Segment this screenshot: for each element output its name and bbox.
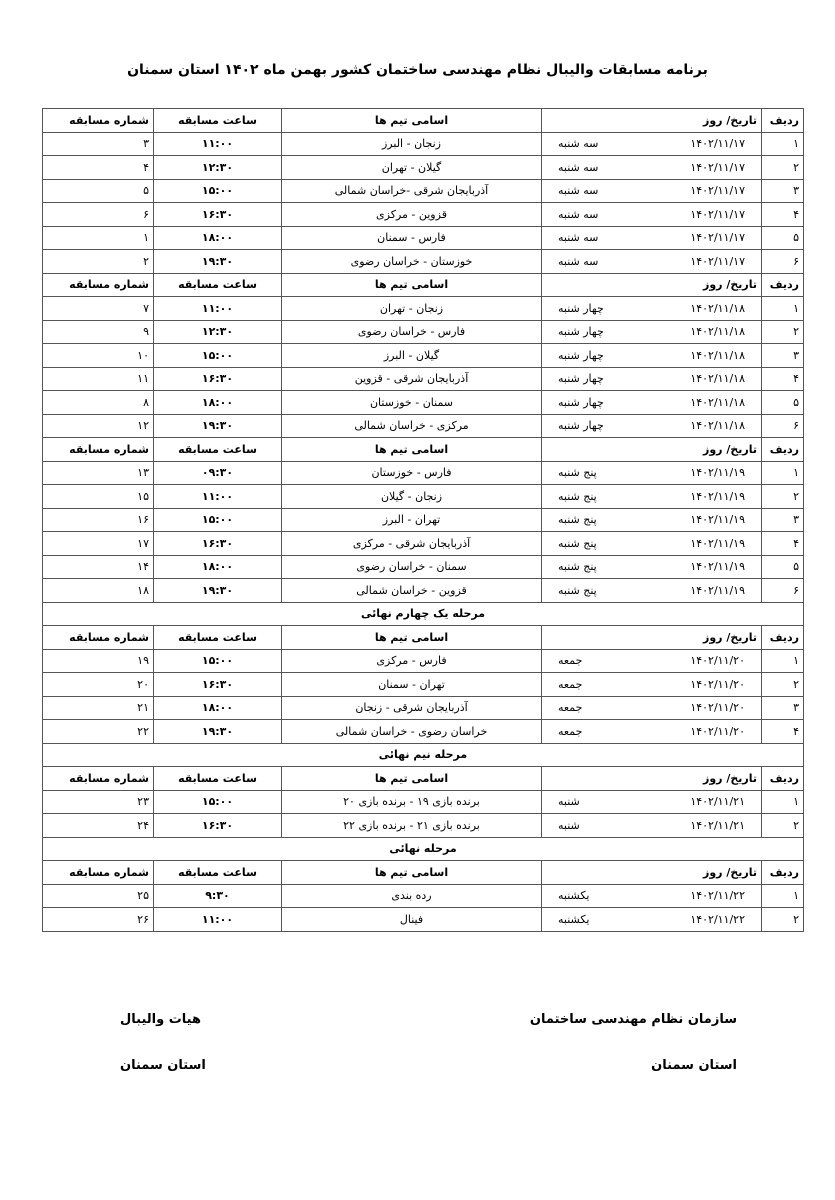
teams-cell: مرکزی - خراسان شمالی xyxy=(282,414,542,438)
match-date: ۱۴۰۲/۱۱/۱۸ xyxy=(690,301,745,315)
header-teams: اسامی تیم ها xyxy=(282,861,542,885)
match-date: ۱۴۰۲/۱۱/۱۹ xyxy=(690,583,745,597)
match-number-cell: ۲ xyxy=(43,250,154,274)
date-day-wrap xyxy=(546,184,757,197)
match-date: ۱۴۰۲/۱۱/۲۰ xyxy=(690,677,745,691)
match-day: شنبه xyxy=(558,795,580,809)
teams-cell: رده بندی xyxy=(282,884,542,908)
table-row xyxy=(43,485,804,509)
header-match-number: شماره مسابقه xyxy=(43,861,154,885)
signature-org-left: هیات والیبال xyxy=(120,1012,201,1027)
header-time: ساعت مسابقه xyxy=(154,861,282,885)
row-number: ۲ xyxy=(762,908,804,932)
date-day-wrap xyxy=(546,137,757,150)
row-number: ۶ xyxy=(762,579,804,603)
match-date: ۱۴۰۲/۱۱/۱۷ xyxy=(690,254,745,268)
date-cell xyxy=(542,908,762,932)
date-cell xyxy=(542,485,762,509)
match-number-cell: ۱۹ xyxy=(43,649,154,673)
time-cell: ۱۹:۳۰ xyxy=(154,720,282,744)
teams-cell: فارس - خوزستان xyxy=(282,461,542,485)
date-day-wrap xyxy=(546,701,757,714)
time-cell: ۱۲:۳۰ xyxy=(154,156,282,180)
match-date: ۱۴۰۲/۱۱/۲۱ xyxy=(690,795,745,809)
date-day-wrap xyxy=(546,889,757,902)
table-row xyxy=(43,720,804,744)
match-date: ۱۴۰۲/۱۱/۱۸ xyxy=(690,395,745,409)
teams-cell: تهران - سمنان xyxy=(282,673,542,697)
row-number: ۵ xyxy=(762,226,804,250)
time-cell: ۱۵:۰۰ xyxy=(154,649,282,673)
match-day: جمعه xyxy=(558,701,583,715)
teams-cell: خوزستان - خراسان رضوی xyxy=(282,250,542,274)
header-match-number: شماره مسابقه xyxy=(43,273,154,297)
header-date: تاریخ/ روز xyxy=(542,273,762,297)
time-cell: ۹:۳۰ xyxy=(154,884,282,908)
header-date: تاریخ/ روز xyxy=(542,861,762,885)
row-number: ۶ xyxy=(762,250,804,274)
header-time: ساعت مسابقه xyxy=(154,438,282,462)
header-time: ساعت مسابقه xyxy=(154,273,282,297)
match-day: چهار شنبه xyxy=(558,372,604,386)
date-cell xyxy=(542,790,762,814)
date-cell xyxy=(542,814,762,838)
match-number-cell: ۱۲ xyxy=(43,414,154,438)
header-row-number: ردیف xyxy=(762,767,804,791)
row-number: ۴ xyxy=(762,203,804,227)
match-number-cell: ۹ xyxy=(43,320,154,344)
date-cell xyxy=(542,508,762,532)
time-cell: ۱۶:۳۰ xyxy=(154,203,282,227)
row-number: ۲ xyxy=(762,320,804,344)
table-row xyxy=(43,414,804,438)
date-cell xyxy=(542,649,762,673)
match-number-cell: ۲۶ xyxy=(43,908,154,932)
header-match-number: شماره مسابقه xyxy=(43,109,154,133)
match-number-cell: ۷ xyxy=(43,297,154,321)
time-cell: ۱۸:۰۰ xyxy=(154,391,282,415)
match-number-cell: ۱۵ xyxy=(43,485,154,509)
match-date: ۱۴۰۲/۱۱/۱۸ xyxy=(690,419,745,433)
header-match-number: شماره مسابقه xyxy=(43,767,154,791)
header-row xyxy=(43,109,804,133)
teams-cell: فارس - سمنان xyxy=(282,226,542,250)
match-date: ۱۴۰۲/۱۱/۱۹ xyxy=(690,513,745,527)
stage-row xyxy=(43,602,804,626)
row-number: ۱ xyxy=(762,297,804,321)
stage-title: مرحله یک چهارم نهائی xyxy=(43,602,804,626)
header-match-number: شماره مسابقه xyxy=(43,438,154,462)
header-date: تاریخ/ روز xyxy=(542,438,762,462)
match-date: ۱۴۰۲/۱۱/۱۹ xyxy=(690,536,745,550)
time-cell: ۱۹:۳۰ xyxy=(154,414,282,438)
date-day-wrap xyxy=(546,372,757,385)
header-teams: اسامی تیم ها xyxy=(282,109,542,133)
match-day: چهار شنبه xyxy=(558,395,604,409)
match-day: پنج شنبه xyxy=(558,466,597,480)
date-cell xyxy=(542,555,762,579)
date-day-wrap xyxy=(546,678,757,691)
match-number-cell: ۲۵ xyxy=(43,884,154,908)
time-cell: ۱۵:۰۰ xyxy=(154,790,282,814)
time-cell: ۱۶:۳۰ xyxy=(154,532,282,556)
match-number-cell: ۵ xyxy=(43,179,154,203)
date-day-wrap xyxy=(546,302,757,315)
schedule-table xyxy=(42,108,804,932)
time-cell: ۱۸:۰۰ xyxy=(154,555,282,579)
signature-province-right: استان سمنان xyxy=(651,1058,737,1073)
match-number-cell: ۶ xyxy=(43,203,154,227)
time-cell: ۱۶:۳۰ xyxy=(154,367,282,391)
date-day-wrap xyxy=(546,419,757,432)
header-row xyxy=(43,767,804,791)
match-number-cell: ۱ xyxy=(43,226,154,250)
time-cell: ۱۸:۰۰ xyxy=(154,226,282,250)
table-row xyxy=(43,320,804,344)
teams-cell: آذربایجان شرقی -خراسان شمالی xyxy=(282,179,542,203)
table-row xyxy=(43,179,804,203)
date-day-wrap xyxy=(546,325,757,338)
row-number: ۲ xyxy=(762,485,804,509)
match-day: پنج شنبه xyxy=(558,536,597,550)
date-day-wrap xyxy=(546,584,757,597)
table-row xyxy=(43,908,804,932)
time-cell: ۱۶:۳۰ xyxy=(154,673,282,697)
row-number: ۱ xyxy=(762,649,804,673)
match-number-cell: ۱۰ xyxy=(43,344,154,368)
match-number-cell: ۱۷ xyxy=(43,532,154,556)
date-cell xyxy=(542,579,762,603)
match-number-cell: ۱۳ xyxy=(43,461,154,485)
match-number-cell: ۴ xyxy=(43,156,154,180)
match-date: ۱۴۰۲/۱۱/۱۹ xyxy=(690,560,745,574)
match-number-cell: ۸ xyxy=(43,391,154,415)
date-cell xyxy=(542,414,762,438)
header-teams: اسامی تیم ها xyxy=(282,767,542,791)
header-row-number: ردیف xyxy=(762,109,804,133)
table-row xyxy=(43,884,804,908)
time-cell: ۱۹:۳۰ xyxy=(154,250,282,274)
match-number-cell: ۳ xyxy=(43,132,154,156)
table-row xyxy=(43,790,804,814)
match-day: شنبه xyxy=(558,818,580,832)
match-number-cell: ۲۴ xyxy=(43,814,154,838)
date-day-wrap xyxy=(546,560,757,573)
match-number-cell: ۲۰ xyxy=(43,673,154,697)
page-title: برنامه مسابقات والیبال نظام مهندسی ساختمان کشور بهمن ماه ۱۴۰۲ استان سمنان xyxy=(127,62,708,78)
teams-cell: زنجان - تهران xyxy=(282,297,542,321)
header-row xyxy=(43,861,804,885)
teams-cell: سمنان - خوزستان xyxy=(282,391,542,415)
teams-cell: فینال xyxy=(282,908,542,932)
row-number: ۴ xyxy=(762,532,804,556)
match-day: سه شنبه xyxy=(558,254,599,268)
date-cell xyxy=(542,673,762,697)
match-day: چهار شنبه xyxy=(558,301,604,315)
date-cell xyxy=(542,884,762,908)
teams-cell: تهران - البرز xyxy=(282,508,542,532)
header-date: تاریخ/ روز xyxy=(542,626,762,650)
match-date: ۱۴۰۲/۱۱/۱۷ xyxy=(690,231,745,245)
teams-cell: آذربایجان شرقی - زنجان xyxy=(282,696,542,720)
match-date: ۱۴۰۲/۱۱/۱۹ xyxy=(690,466,745,480)
time-cell: ۱۸:۰۰ xyxy=(154,696,282,720)
time-cell: ۱۱:۰۰ xyxy=(154,132,282,156)
header-teams: اسامی تیم ها xyxy=(282,626,542,650)
table-row xyxy=(43,297,804,321)
match-date: ۱۴۰۲/۱۱/۱۷ xyxy=(690,137,745,151)
match-date: ۱۴۰۲/۱۱/۱۷ xyxy=(690,184,745,198)
row-number: ۶ xyxy=(762,414,804,438)
row-number: ۱ xyxy=(762,132,804,156)
date-day-wrap xyxy=(546,537,757,550)
header-date: تاریخ/ روز xyxy=(542,109,762,133)
time-cell: ۱۲:۳۰ xyxy=(154,320,282,344)
teams-cell: برنده بازی ۲۱ - برنده بازی ۲۲ xyxy=(282,814,542,838)
teams-cell: زنجان - البرز xyxy=(282,132,542,156)
date-day-wrap xyxy=(546,913,757,926)
match-day: پنج شنبه xyxy=(558,560,597,574)
match-date: ۱۴۰۲/۱۱/۲۰ xyxy=(690,654,745,668)
date-day-wrap xyxy=(546,161,757,174)
match-day: چهار شنبه xyxy=(558,419,604,433)
table-row xyxy=(43,226,804,250)
row-number: ۳ xyxy=(762,344,804,368)
table-row xyxy=(43,696,804,720)
match-number-cell: ۱۴ xyxy=(43,555,154,579)
stage-title: مرحله نهائی xyxy=(43,837,804,861)
teams-cell: فارس - خراسان رضوی xyxy=(282,320,542,344)
teams-cell: زنجان - گیلان xyxy=(282,485,542,509)
match-day: سه شنبه xyxy=(558,231,599,245)
date-cell xyxy=(542,203,762,227)
date-cell xyxy=(542,156,762,180)
teams-cell: خراسان رضوی - خراسان شمالی xyxy=(282,720,542,744)
header-row-number: ردیف xyxy=(762,438,804,462)
match-day: یکشنبه xyxy=(558,889,590,903)
header-match-number: شماره مسابقه xyxy=(43,626,154,650)
date-day-wrap xyxy=(546,231,757,244)
date-cell xyxy=(542,297,762,321)
header-row xyxy=(43,626,804,650)
table-row xyxy=(43,649,804,673)
table-row xyxy=(43,461,804,485)
match-date: ۱۴۰۲/۱۱/۲۰ xyxy=(690,724,745,738)
date-cell xyxy=(542,696,762,720)
teams-cell: آذربایجان شرقی - قزوین xyxy=(282,367,542,391)
match-date: ۱۴۰۲/۱۱/۲۰ xyxy=(690,701,745,715)
date-cell xyxy=(542,250,762,274)
header-teams: اسامی تیم ها xyxy=(282,438,542,462)
match-day: سه شنبه xyxy=(558,207,599,221)
teams-cell: آذربایجان شرقی - مرکزی xyxy=(282,532,542,556)
header-time: ساعت مسابقه xyxy=(154,109,282,133)
header-time: ساعت مسابقه xyxy=(154,767,282,791)
table-row xyxy=(43,203,804,227)
header-row-number: ردیف xyxy=(762,273,804,297)
row-number: ۳ xyxy=(762,179,804,203)
date-day-wrap xyxy=(546,513,757,526)
row-number: ۳ xyxy=(762,696,804,720)
row-number: ۲ xyxy=(762,673,804,697)
date-day-wrap xyxy=(546,654,757,667)
date-day-wrap xyxy=(546,255,757,268)
table-row xyxy=(43,508,804,532)
stage-row xyxy=(43,743,804,767)
date-cell xyxy=(542,344,762,368)
match-day: چهار شنبه xyxy=(558,325,604,339)
match-date: ۱۴۰۲/۱۱/۱۸ xyxy=(690,348,745,362)
match-date: ۱۴۰۲/۱۱/۱۸ xyxy=(690,325,745,339)
date-day-wrap xyxy=(546,490,757,503)
date-cell xyxy=(542,367,762,391)
header-row xyxy=(43,273,804,297)
time-cell: ۱۵:۰۰ xyxy=(154,508,282,532)
teams-cell: قزوین - مرکزی xyxy=(282,203,542,227)
row-number: ۱ xyxy=(762,461,804,485)
row-number: ۵ xyxy=(762,555,804,579)
time-cell: ۱۹:۳۰ xyxy=(154,579,282,603)
date-cell xyxy=(542,391,762,415)
match-day: جمعه xyxy=(558,724,583,738)
date-day-wrap xyxy=(546,208,757,221)
stage-title: مرحله نیم نهائی xyxy=(43,743,804,767)
match-day: جمعه xyxy=(558,677,583,691)
header-row-number: ردیف xyxy=(762,861,804,885)
table-row xyxy=(43,250,804,274)
row-number: ۲ xyxy=(762,814,804,838)
signature-org-right: سازمان نظام مهندسی ساختمان xyxy=(529,1012,737,1027)
time-cell: ۱۵:۰۰ xyxy=(154,344,282,368)
row-number: ۱ xyxy=(762,884,804,908)
match-date: ۱۴۰۲/۱۱/۱۷ xyxy=(690,207,745,221)
signature-province-left: استان سمنان xyxy=(120,1058,206,1073)
row-number: ۲ xyxy=(762,156,804,180)
match-date: ۱۴۰۲/۱۱/۲۱ xyxy=(690,818,745,832)
date-day-wrap xyxy=(546,349,757,362)
teams-cell: برنده بازی ۱۹ - برنده بازی ۲۰ xyxy=(282,790,542,814)
date-cell xyxy=(542,179,762,203)
teams-cell: سمنان - خراسان رضوی xyxy=(282,555,542,579)
match-day: چهار شنبه xyxy=(558,348,604,362)
table-row xyxy=(43,532,804,556)
time-cell: ۱۱:۰۰ xyxy=(154,297,282,321)
table-row xyxy=(43,344,804,368)
match-day: جمعه xyxy=(558,654,583,668)
table-row xyxy=(43,156,804,180)
match-day: سه شنبه xyxy=(558,184,599,198)
header-row-number: ردیف xyxy=(762,626,804,650)
match-date: ۱۴۰۲/۱۱/۱۹ xyxy=(690,489,745,503)
match-day: سه شنبه xyxy=(558,137,599,151)
header-row xyxy=(43,438,804,462)
table-row xyxy=(43,673,804,697)
date-cell xyxy=(542,461,762,485)
header-teams: اسامی تیم ها xyxy=(282,273,542,297)
match-number-cell: ۲۲ xyxy=(43,720,154,744)
table-row xyxy=(43,579,804,603)
teams-cell: قزوین - خراسان شمالی xyxy=(282,579,542,603)
match-number-cell: ۱۶ xyxy=(43,508,154,532)
date-cell xyxy=(542,132,762,156)
time-cell: ۱۱:۰۰ xyxy=(154,908,282,932)
row-number: ۵ xyxy=(762,391,804,415)
match-number-cell: ۲۱ xyxy=(43,696,154,720)
table-row xyxy=(43,814,804,838)
row-number: ۴ xyxy=(762,720,804,744)
date-day-wrap xyxy=(546,819,757,832)
time-cell: ۰۹:۳۰ xyxy=(154,461,282,485)
date-cell xyxy=(542,320,762,344)
date-day-wrap xyxy=(546,795,757,808)
teams-cell: گیلان - البرز xyxy=(282,344,542,368)
time-cell: ۱۱:۰۰ xyxy=(154,485,282,509)
teams-cell: فارس - مرکزی xyxy=(282,649,542,673)
match-day: پنج شنبه xyxy=(558,513,597,527)
match-day: سه شنبه xyxy=(558,160,599,174)
match-date: ۱۴۰۲/۱۱/۱۷ xyxy=(690,160,745,174)
match-number-cell: ۱۱ xyxy=(43,367,154,391)
match-day: پنج شنبه xyxy=(558,489,597,503)
header-time: ساعت مسابقه xyxy=(154,626,282,650)
row-number: ۳ xyxy=(762,508,804,532)
date-cell xyxy=(542,532,762,556)
date-day-wrap xyxy=(546,725,757,738)
time-cell: ۱۶:۳۰ xyxy=(154,814,282,838)
date-cell xyxy=(542,226,762,250)
row-number: ۱ xyxy=(762,790,804,814)
match-date: ۱۴۰۲/۱۱/۱۸ xyxy=(690,372,745,386)
match-date: ۱۴۰۲/۱۱/۲۲ xyxy=(690,889,745,903)
match-number-cell: ۱۸ xyxy=(43,579,154,603)
match-date: ۱۴۰۲/۱۱/۲۲ xyxy=(690,912,745,926)
table-row xyxy=(43,391,804,415)
date-cell xyxy=(542,720,762,744)
match-day: یکشنبه xyxy=(558,912,590,926)
match-number-cell: ۲۳ xyxy=(43,790,154,814)
table-row xyxy=(43,555,804,579)
table-row xyxy=(43,367,804,391)
date-day-wrap xyxy=(546,396,757,409)
header-date: تاریخ/ روز xyxy=(542,767,762,791)
row-number: ۴ xyxy=(762,367,804,391)
teams-cell: گیلان - تهران xyxy=(282,156,542,180)
stage-row xyxy=(43,837,804,861)
match-day: پنج شنبه xyxy=(558,583,597,597)
time-cell: ۱۵:۰۰ xyxy=(154,179,282,203)
date-day-wrap xyxy=(546,466,757,479)
table-row xyxy=(43,132,804,156)
